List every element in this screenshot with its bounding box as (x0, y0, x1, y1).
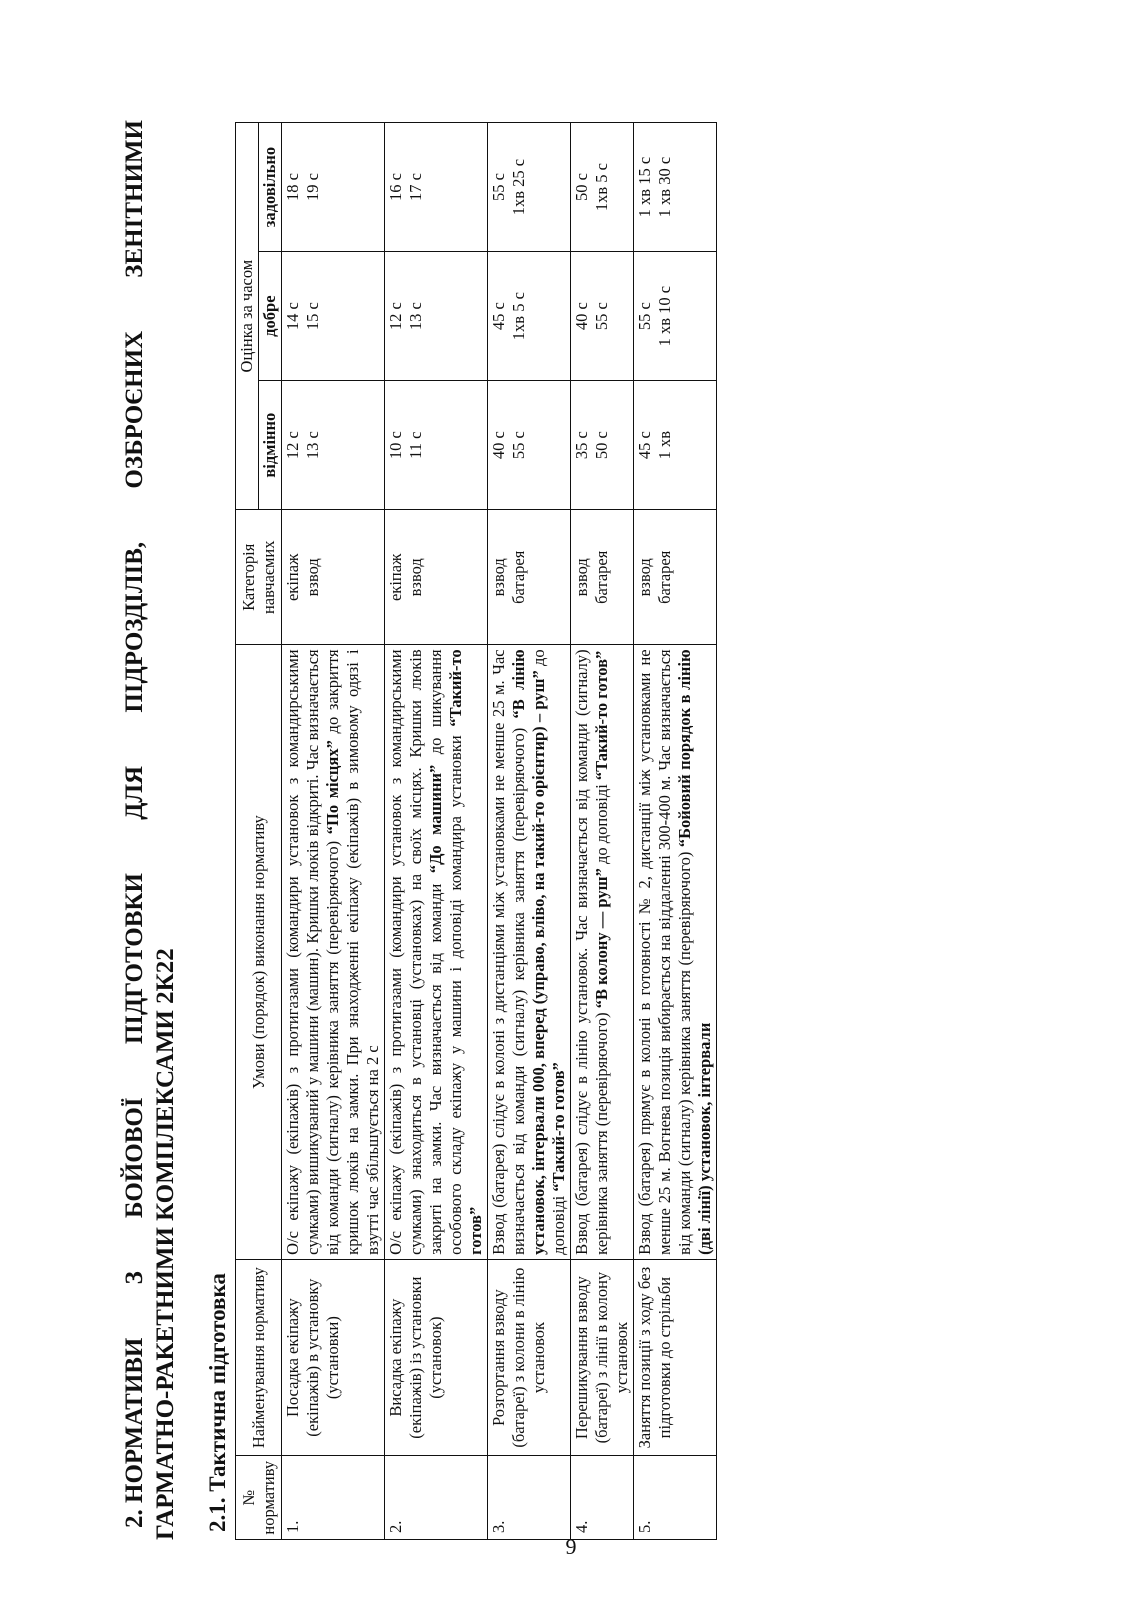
condition-text: Взвод (батарея) слідує в колоні з дистанціями між установками не менше 25 м. Час визначається від команди (сигналу) керівника заняття (перевіряючого) (489, 649, 528, 1255)
header-conditions: Умови (порядок) виконання нормативу (236, 645, 282, 1259)
row-number: 3. (488, 1456, 571, 1540)
row-conditions (634, 645, 717, 1259)
condition-text: Взвод (батарея) прямує в колоні в готовності № 2, дистанції між установками не менше 25 м. Вогнева позиція вибирається на віддаленні 300-400 м. Час визначається від команди (сигналу) керівника заняття (перевіряючого) (635, 649, 694, 1255)
row-name: Перешикування взводу (батареї) з лінії в колону установок (571, 1259, 634, 1456)
condition-text: до шикування особового складу екіпажу у машини і доповіді командира установки (426, 649, 465, 1255)
heading-line-2: ГАРМАТНО-РАКЕТНИМИ КОМПЛЕКСАМИ 2К22 (152, 948, 179, 1540)
command-text: “Такий-то готов” (446, 649, 485, 1255)
heading-word: ДЛЯ (121, 765, 148, 820)
row-excellent: 45 с 1 хв (634, 381, 717, 510)
heading-word: ЗЕНІТНИМИ (121, 120, 148, 278)
heading-word: ПІДРОЗДІЛІВ, (121, 541, 148, 713)
row-good: 12 с 13 с (385, 252, 488, 381)
row-good: 40 с 55 с (571, 252, 634, 381)
table-row (571, 123, 634, 1540)
row-excellent: 10 с 11 с (385, 381, 488, 510)
row-name: Посадка екіпажу (екіпажів) в установку (установки) (282, 1259, 385, 1456)
page-number: 9 (565, 1534, 577, 1559)
heading-word: ОЗБРОЄНИХ (121, 330, 148, 489)
condition-text: до закриття кришок люків на замки. При знаходженні екіпажу (екіпажів) в зимовому одязі і взутті час збільшується на 2 с (323, 649, 382, 1255)
header-good: добре (259, 252, 282, 381)
row-satisfactory: 55 с 1хв 25 с (488, 123, 571, 252)
command-text: “Бойовий порядок в лінію (дві лінії) установок, інтервали (675, 649, 714, 1255)
row-name: Заняття позиції з ходу без підготовки до стрільби (634, 1259, 717, 1456)
heading-word: З (121, 1271, 148, 1285)
row-good: 55 с 1 хв 10 с (634, 252, 717, 381)
heading-line-1 (119, 120, 150, 1540)
row-category: екіпаж взвод (282, 510, 385, 645)
condition-text: до доповіді (592, 780, 611, 869)
row-satisfactory: 50 с 1хв 5 с (571, 123, 634, 252)
table-row (634, 123, 717, 1540)
heading-word: БОЙОВОЇ (121, 1097, 148, 1218)
row-number: 1. (282, 1456, 385, 1540)
command-text: “В колону — руш” (592, 868, 611, 1009)
row-category: взвод батарея (571, 510, 634, 645)
condition-text: Взвод (батарея) слідує в лінію установок. Час визначається від команди (сигналу) керівника заняття (перевіряючого) (572, 649, 611, 1255)
table-row (385, 123, 488, 1540)
section-title: 2.1. Тактична підготовка (205, 1273, 230, 1532)
command-text: “Такий-то готов” (549, 1062, 568, 1192)
header-satisfactory: задовільно (259, 123, 282, 252)
row-conditions (488, 645, 571, 1259)
heading-word: ПІДГОТОВКИ (121, 873, 148, 1045)
row-satisfactory: 16 с 17 с (385, 123, 488, 252)
row-good: 45 с 1хв 5 с (488, 252, 571, 381)
row-satisfactory: 18 с 19 с (282, 123, 385, 252)
rotated-page-content (119, 120, 979, 1540)
row-good: 14 с 15 с (282, 252, 385, 381)
row-category: екіпаж взвод (385, 510, 488, 645)
standards-table (235, 122, 717, 1540)
row-category: взвод батарея (488, 510, 571, 645)
row-excellent: 35 с 50 с (571, 381, 634, 510)
row-name: Розгортання взводу (батареї) з колони в лінію установок (488, 1259, 571, 1456)
row-excellent: 40 с 55 с (488, 381, 571, 510)
row-conditions (282, 645, 385, 1259)
table-row (282, 123, 385, 1540)
row-name: Висадка екіпажу (екіпажів) із установки (установок) (385, 1259, 488, 1456)
header-category: Категорія навчаємих (236, 510, 282, 645)
heading-word: 2. НОРМАТИВИ (121, 1337, 148, 1528)
row-satisfactory: 1 хв 15 с 1 хв 30 с (634, 123, 717, 252)
command-text: “В лінію установок, інтервали 000, вперед (управо, вліво, на такий-то орієнтир) – руш” (509, 649, 548, 1255)
row-number: 4. (571, 1456, 634, 1540)
row-conditions (385, 645, 488, 1259)
header-name: Найменування нормативу (236, 1259, 282, 1456)
header-grade-group: Оцінка за часом (236, 123, 259, 510)
row-number: 5. (634, 1456, 717, 1540)
condition-text: до доповіді (529, 649, 568, 1255)
command-text: “До машини” (426, 764, 445, 874)
row-excellent: 12 с 13 с (282, 381, 385, 510)
header-number: № нормативу (236, 1456, 282, 1540)
table-body (282, 123, 717, 1540)
command-text: “Такий-то готов” (592, 650, 611, 781)
row-number: 2. (385, 1456, 488, 1540)
table-row (488, 123, 571, 1540)
condition-text: О/с екіпажу (екіпажів) з протигазами (командири установок з командирськими сумками) вишикуваний у машини (машин). Кришки люків відкриті. Час визначається від команди (сигналу) керівника заняття (перевіряючого) (283, 649, 342, 1255)
header-excellent: відмінно (259, 381, 282, 510)
row-category: взвод батарея (634, 510, 717, 645)
condition-text: О/с екіпажу (екіпажів) з протигазами (командири установок з командирськими сумками) знаходиться в установці (установках) на своїх місцях. Кришки люків закриті на замки. Час визначається від команди (386, 649, 445, 1255)
document-heading (119, 120, 181, 1540)
command-text: “По місцях” (323, 740, 342, 835)
row-conditions (571, 645, 634, 1259)
